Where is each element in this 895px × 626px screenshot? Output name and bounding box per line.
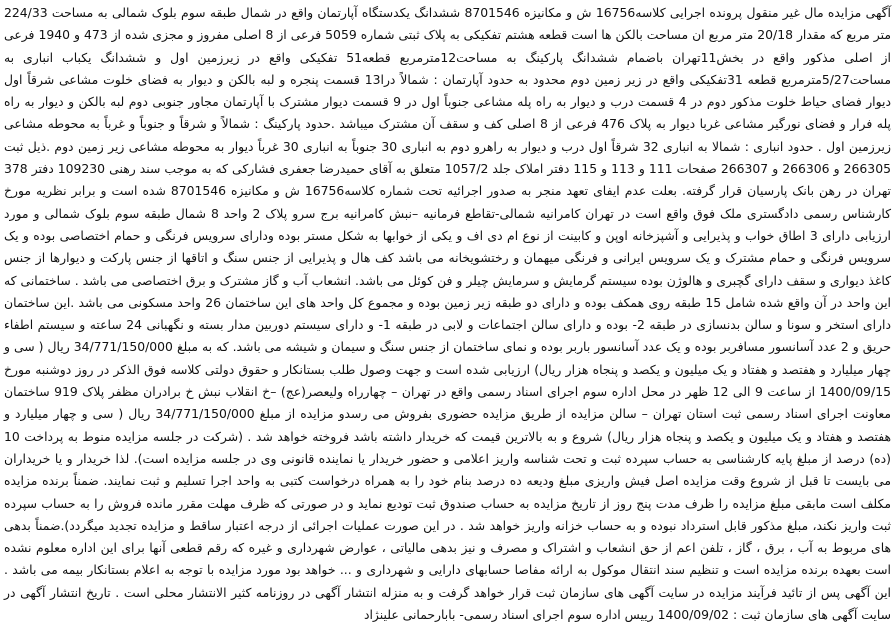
- auction-notice-body: آگهی مزایده مال غیر منقول پرونده اجرایی کلاسه16756 ش و مکانیزه 8701546 ششدانگ یکدستگاه آپارتمان واقع در شمال طبقه سوم بلوک شمالی به مساحت 224/33 متر مربع که مقدار 20/18 متر مربع ان مساحت بالکن ها است قطعه هشتم تفکیکی به پلاک ثبتی شماره 5059 فرعی از 8 اصلی مفروز و مجزی شده از 473 و 1940 فرعی از اصلی مذکور واقع در بخش11تهران باضمام ششدانگ پارکینگ به مساحت12مترمربع قطعه51 تفکیکی واقع در زیرزمین اول و ششدانگ یکباب انباری به مساحت5/27مترمربع قطعه 31تفکیکی واقع در زیر زمین دوم محدود به حدود آپارتمان : شمالاً درا13 قسمت پنجره و لبه بالکن و دیوار به فضای خلوت مشاعی شرقاً اول دیوار فضای حیاط خلوت مذکور دوم در 4 قسمت درب و دیوار به راه پله مشاعی جنوباً اول در 9 قسمت دیوار مشترک با آپارتمان مجاور جنوبی دوم لبه بالکن و دیوار به راه پله فرار و فضای نورگیر مشاعی غربا دیوار به پلاک 476 فرعی از 8 اصلی کف و سقف آن مشترک میباشد .حدود پارکینگ : شمالاً و شرقاً و جنوباً و غرباً به محوطه مشاعی زیرزمین اول . حدود انباری : شمالا به انباری 32 شرقاً اول درب و دیوار به راهرو دوم به انباری 30 جنوباً به انباری 30 غرباً دیوار به محوطه مشاعی زیر زمین دوم .ذیل ثبت 266305 و 266306 و 266307 صفحات 111 و 113 و 115 دفتر املاک جلد 1057/2 متعلق به آقای حمیدرضا جعفری فشارکی که به موجب سند رهنی 109230 دفتر 378 تهران در رهن بانک پارسیان قرار گرفته. بعلت عدم ایفای تعهد منجر به صدور اجرائیه تحت شماره کلاسه16756 ش و مکانیزه 8701546 شده است و برابر نظریه مورخ کارشناس رسمی دادگستری ملک فوق واقع است در تهران کامرانیه شمالی-تقاطع فرمانیه –نبش کامرانیه برج سرو پلاک 2 واحد 8 شمال طبقه سوم بلوک شمالی و مورد ارزیابی دارای 3 اطاق خواب و پذیرایی و آشپزخانه اوپن و کابینت از نوع ام دی اف و یکی از خوابها به شکل مستر بوده ودارای سرویس فرنگی و حمام اختصاصی بوده و یک سرویس فرنگی و حمام مشترک و یک سرویس ایرانی و فرنگی میهمان و رختشویخانه می باشد کف هال و پذیرایی از جنس سنگ و اتاقها از جنس پارکت و دیوارها از جنس کاغذ دیواری و سقف دارای گچبری و هالوژن بوده سیستم گرمایش و سرمایش چیلر و فن کوئل می باشد. انشعاب آب و گاز مشترک و برق اختصاصی می باشد . ساختمانی که این واحد در آن واقع شده شامل 15 طبقه روی همکف بوده و دارای دو طبقه زیر زمین بوده و مجموع کل واحد های این ساختمان 26 واحد مسکونی می باشد .این ساختمان دارای استخر و سونا و سالن بدنسازی در طبقه 2- بوده و دارای سالن اجتماعات و لابی در طبقه 1- و دارای سیستم دوربین مدار بسته و نگهبانی 24 ساعته و سیستم اطفاء حریق و 2 عدد آسانسور مسافربر بوده و یک عدد آسانسور باربر بوده و نمای ساختمان از جنس سنگ و سیمان و شیشه می باشد. که به مبلغ 34/771/150/000 ریال ( سی و چهار میلیارد و هفتصد و هفتاد و یک میلیون و یکصد و پنجاه هزار ریال) ارزیابی شده است و جهت وصول طلب بستانکار و حقوق دولتی کلاسه فوق الذکر در روز دوشنبه مورخ 1400/09/15 از ساعت 9 الی 12 ظهر در محل اداره سوم اجرای اسناد رسمی واقع در تهران – چهارراه ولیعصر(عج) –خ انقلاب نبش خ برادران مظفر پلاک 919 ساختمان معاونت اجرای اسناد رسمی ثبت استان تهران – سالن مزایده از طریق مزایده حضوری بفروش می رسدو مزایده از مبلغ 34/771/150/000 ریال ( سی و چهار میلیارد و هفتصد و هفتاد و یک میلیون و یکصد و پنجاه هزار ریال) شروع و به بالاترین قیمت که خریدار داشته باشد فروخته خواهد شد . (شرکت در جلسه مزایده منوط به پرداخت 10 (ده) درصد از مبلغ پایه کارشناسی به حساب سپرده ثبت و تحت شناسه واریز اعلامی و حضور خریدار یا نماینده قانونی وی در جلسه مزایده است). لذا خریدار و یا خریداران می بایست تا قبل از شروع وقت مزایده اصل فیش واریزی مبلغ ودیعه ده درصد بنام خود را به همراه درخواست کتبی به واحد اجرا تسلیم و ثبت نمایند. ضمناً برنده مزایده مکلف است مابقی مبلغ مزایده را ظرف مدت پنج روز از تاریخ مزایده به حساب صندوق ثبت تودیع نماید و در صورتی که ظرف مهلت مقرر مانده فروش را به حساب سپرده ثبت واریز نکند، مبلغ مذکور قابل استرداد نبوده و به حساب خزانه واریز خواهد شد . در این صورت عملیات اجرائی از درجه اعتبار ساقط و مزایده تجدید میگردد).ضمناً بدهی های مربوط به آب ، برق ، گاز ، تلفن اعم از حق انشعاب و اشتراک و مصرف و نیز بدهی مالیاتی ، عوارض شهرداری و غیره که رقم قطعی آنها برای این اداره معلوم نشده است بعهده برنده مزایده است و تنظیم سند انتقال موکول به ارائه مفاصا حسابهای دارایی و شهرداری و ... خواهد بود مورد مزایده با توجه به اعلام بستانکار بیمه می باشد . این آگهی پس از تائید فرآیند مزایده در سایت آگهی های سازمان ثبت قرار خواهد گرفت و به منزله انتشار آگهی در روزنامه کثیر الانتشار محلی است . تاریخ انتشار آگهی در سایت آگهی های سازمان ثبت : 1400/09/02 رییس اداره سوم اجرای اسناد رسمی- بابارحمانی علینژاد: [4, 5, 892, 623]
